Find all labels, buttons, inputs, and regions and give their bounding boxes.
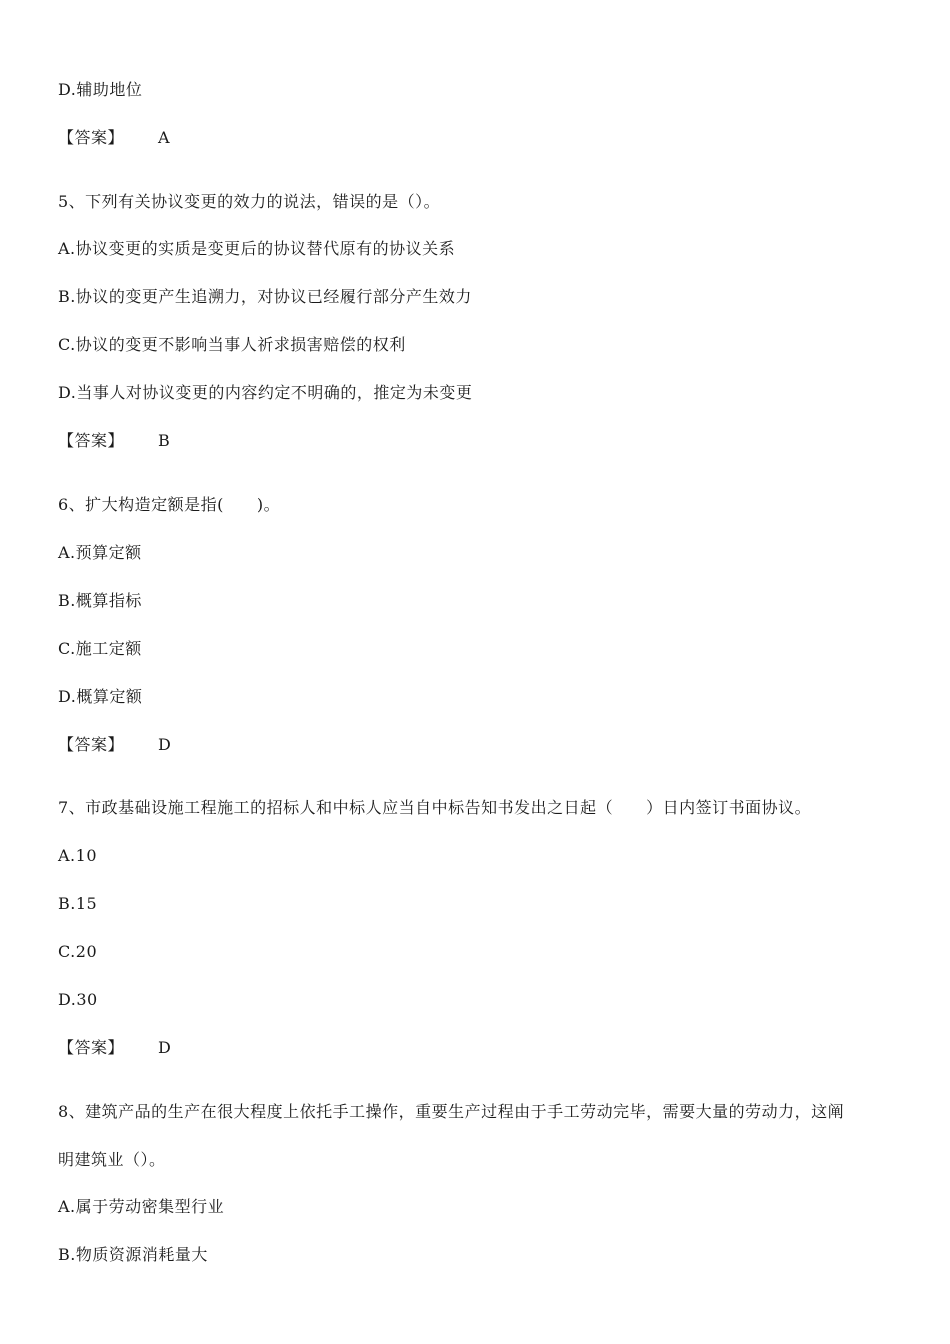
answer-label: 【答案】 [58,128,125,147]
answer-value: D [158,1038,172,1057]
option-q6-b: B.概算指标 [58,591,142,610]
option-q6-a: A.预算定额 [58,543,142,562]
question-8-stem-line-2: 明建筑业（）。 [58,1150,166,1169]
answer-label: 【答案】 [58,735,125,754]
option-q6-c: C.施工定额 [58,639,142,658]
answer-q4 [58,128,170,148]
option-q6-d: D.概算定额 [58,687,143,706]
option-q7-c: C.20 [58,942,98,961]
answer-value: A [158,128,171,147]
question-6-stem: 6、扩大构造定额是指( )。 [58,495,281,514]
option-q7-a: A.10 [58,846,97,865]
question-7-stem: 7、市政基础设施工程施工的招标人和中标人应当自中标告知书发出之日起（ ）日内签订书面协议。 [58,798,812,817]
answer-q6 [58,735,171,755]
option-q8-b: B.物质资源消耗量大 [58,1245,208,1264]
answer-value: D [158,735,172,754]
question-5-stem: 5、下列有关协议变更的效力的说法，错误的是（）。 [58,192,441,211]
answer-label: 【答案】 [58,1038,125,1057]
answer-q5 [58,431,170,451]
question-8-stem-line-1: 8、建筑产品的生产在很大程度上依托手工操作，重要生产过程由于手工劳动完毕，需要大量的劳动力，这阐 [58,1102,845,1121]
option-q8-a: A.属于劳动密集型行业 [58,1197,225,1216]
option-q7-d: D.30 [58,990,98,1009]
answer-value: B [158,431,171,450]
option-q5-c: C.协议的变更不影响当事人祈求损害赔偿的权利 [58,335,406,354]
answer-label: 【答案】 [58,431,125,450]
option-q5-d: D.当事人对协议变更的内容约定不明确的，推定为未变更 [58,383,473,402]
answer-q7 [58,1038,171,1058]
option-q4-d: D.辅助地位 [58,80,143,99]
option-q5-b: B.协议的变更产生追溯力，对协议已经履行部分产生效力 [58,287,472,306]
option-q5-a: A.协议变更的实质是变更后的协议替代原有的协议关系 [58,239,456,258]
option-q7-b: B.15 [58,894,98,913]
